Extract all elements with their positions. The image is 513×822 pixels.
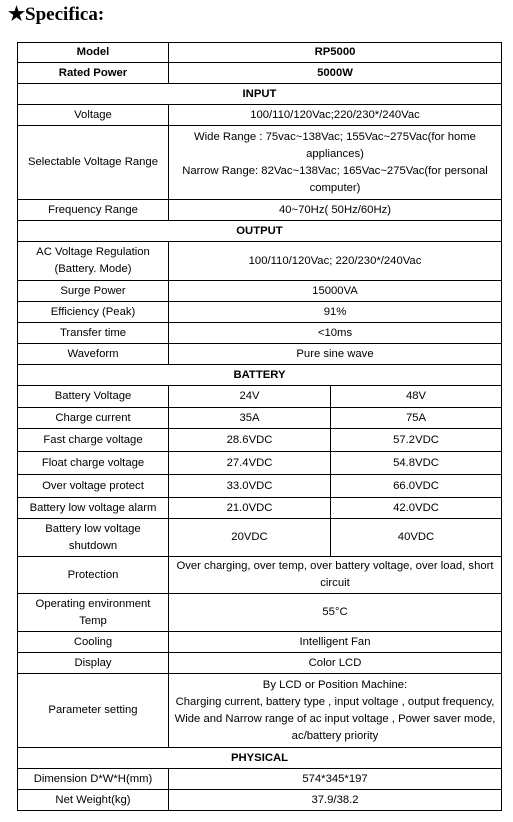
- battery-24v-value: 21.0VDC: [169, 498, 331, 519]
- table-row: [18, 200, 502, 221]
- wide-range-text: Wide Range : 75vac~138Vac; 155Vac~275Vac(for home appliances): [194, 130, 476, 160]
- section-row: [18, 221, 502, 242]
- display-value: Color LCD: [169, 653, 502, 674]
- table-row: [18, 63, 502, 84]
- star-icon: ★: [8, 4, 26, 25]
- table-row: [18, 323, 502, 344]
- row-label-parameter-setting: Parameter setting: [18, 674, 169, 748]
- battery-row-label: Battery low voltage alarm: [18, 498, 169, 519]
- waveform-value: Pure sine wave: [169, 344, 502, 365]
- row-label-protection: Protection: [18, 557, 169, 594]
- row-label-efficiency: Efficiency (Peak): [18, 302, 169, 323]
- section-row: [18, 748, 502, 769]
- table-row: [18, 242, 502, 281]
- table-row: [18, 386, 502, 408]
- table-row: [18, 302, 502, 323]
- model-value: RP5000: [169, 43, 502, 63]
- operating-temp-value: 55°C: [169, 594, 502, 632]
- table-row: [18, 408, 502, 429]
- row-label-model: Model: [18, 43, 169, 63]
- table-row: [18, 790, 502, 811]
- table-row: [18, 769, 502, 790]
- narrow-range-text: Narrow Range: 82Vac~138Vac; 165Vac~275Vac(for personal computer): [182, 164, 488, 194]
- section-output: OUTPUT: [18, 221, 502, 242]
- battery-48v-value: 57.2VDC: [331, 429, 502, 452]
- battery-24v-value: 33.0VDC: [169, 475, 331, 498]
- row-label-selectable-range: Selectable Voltage Range: [18, 126, 169, 200]
- dimension-value: 574*345*197: [169, 769, 502, 790]
- battery-48v-value: 42.0VDC: [331, 498, 502, 519]
- section-physical: PHYSICAL: [18, 748, 502, 769]
- battery-row-label: Fast charge voltage: [18, 429, 169, 452]
- table-row: [18, 653, 502, 674]
- row-label-rated-power: Rated Power: [18, 63, 169, 84]
- section-battery: BATTERY: [18, 365, 502, 386]
- section-input: INPUT: [18, 84, 502, 105]
- row-label-display: Display: [18, 653, 169, 674]
- row-label-cooling: Cooling: [18, 632, 169, 653]
- battery-24v-value: 28.6VDC: [169, 429, 331, 452]
- parameter-setting-value: [169, 674, 502, 748]
- battery-48v-value: 54.8VDC: [331, 452, 502, 475]
- battery-48v-value: 48V: [331, 386, 502, 408]
- battery-48v-value: 40VDC: [331, 519, 502, 557]
- net-weight-value: 37.9/38.2: [169, 790, 502, 811]
- parameter-setting-line1: By LCD or Position Machine:: [262, 678, 408, 691]
- row-label-frequency: Frequency Range: [18, 200, 169, 221]
- table-row: [18, 498, 502, 519]
- efficiency-value: 91%: [169, 302, 502, 323]
- battery-48v-value: 75A: [331, 408, 502, 429]
- battery-24v-value: 35A: [169, 408, 331, 429]
- battery-row-label: Battery low voltage shutdown: [18, 519, 169, 557]
- table-row: [18, 344, 502, 365]
- table-row: [18, 126, 502, 200]
- cooling-value: Intelligent Fan: [169, 632, 502, 653]
- battery-row-label: Over voltage protect: [18, 475, 169, 498]
- row-label-ac-regulation: AC Voltage Regulation (Battery. Mode): [18, 242, 169, 281]
- row-label-transfer-time: Transfer time: [18, 323, 169, 344]
- table-row: [18, 557, 502, 594]
- battery-24v-value: 24V: [169, 386, 331, 408]
- protection-value: Over charging, over temp, over battery voltage, over load, short circuit: [169, 557, 502, 594]
- table-row: [18, 452, 502, 475]
- row-label-voltage: Voltage: [18, 105, 169, 126]
- section-row: [18, 365, 502, 386]
- row-label-surge-power: Surge Power: [18, 281, 169, 302]
- battery-row-label: Charge current: [18, 408, 169, 429]
- row-label-dimension: Dimension D*W*H(mm): [18, 769, 169, 790]
- battery-48v-value: 66.0VDC: [331, 475, 502, 498]
- rated-power-value: 5000W: [169, 63, 502, 84]
- voltage-value: 100/110/120Vac;220/230*/240Vac: [169, 105, 502, 126]
- table-row: [18, 429, 502, 452]
- table-row: [18, 674, 502, 748]
- transfer-time-value: <10ms: [169, 323, 502, 344]
- heading-title: Specifica:: [25, 4, 105, 25]
- frequency-value: 40~70Hz( 50Hz/60Hz): [169, 200, 502, 221]
- selectable-range-value: [169, 126, 502, 200]
- spec-heading: [8, 2, 104, 28]
- table-row: [18, 519, 502, 557]
- battery-24v-value: 27.4VDC: [169, 452, 331, 475]
- table-row: [18, 105, 502, 126]
- surge-power-value: 15000VA: [169, 281, 502, 302]
- spec-table: [17, 42, 502, 811]
- row-label-net-weight: Net Weight(kg): [18, 790, 169, 811]
- parameter-setting-line2: Charging current, battery type , input voltage , output frequency, Wide and Narrow range of ac input voltage , Power saver mode, ac/battery priority: [174, 695, 496, 742]
- battery-24v-value: 20VDC: [169, 519, 331, 557]
- table-row: [18, 43, 502, 63]
- section-row: [18, 84, 502, 105]
- row-label-waveform: Waveform: [18, 344, 169, 365]
- ac-regulation-value: 100/110/120Vac; 220/230*/240Vac: [169, 242, 502, 281]
- table-row: [18, 475, 502, 498]
- row-label-operating-temp: Operating environment Temp: [18, 594, 169, 632]
- table-row: [18, 281, 502, 302]
- battery-row-label: Float charge voltage: [18, 452, 169, 475]
- battery-row-label: Battery Voltage: [18, 386, 169, 408]
- table-row: [18, 632, 502, 653]
- table-row: [18, 594, 502, 632]
